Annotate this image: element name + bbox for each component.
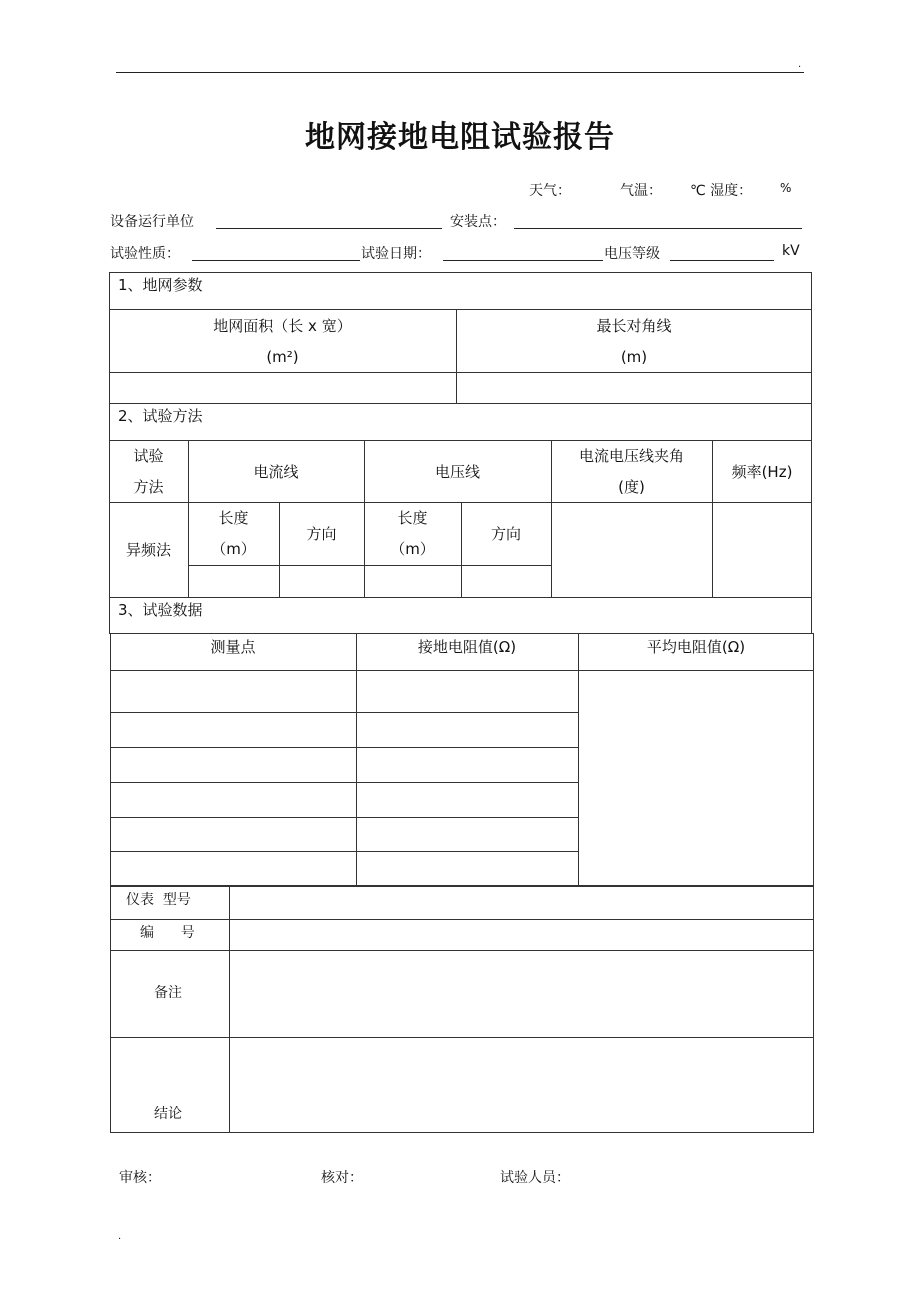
percent-sign: % — [780, 181, 792, 195]
voltage-length-line2: （m） — [390, 540, 435, 558]
voltage-direction-header: 方向 — [490, 524, 521, 543]
footer-dot: . — [118, 1231, 122, 1242]
method-header — [109, 441, 188, 503]
measure-point-cell[interactable] — [111, 713, 355, 746]
location-field[interactable] — [514, 228, 802, 229]
measure-point-cell[interactable] — [111, 783, 355, 816]
area-unit: (m²) — [266, 348, 299, 366]
section3-heading: 3、试验数据 — [118, 601, 203, 619]
divider — [109, 309, 812, 310]
voltage-level-label: 电压等级 — [604, 246, 660, 262]
weather-label: 天气： — [529, 183, 571, 199]
remarks-label: 备注 — [154, 985, 182, 1001]
diagonal-header — [456, 311, 812, 373]
instrument-number-label: 编 号 — [140, 925, 195, 941]
voltage-length-line1: 长度 — [397, 509, 428, 527]
humidity-label: ℃ 湿度： — [690, 183, 753, 199]
header-rule — [116, 72, 804, 73]
test-nature-field[interactable] — [192, 260, 360, 261]
conclusion-field[interactable] — [230, 1038, 813, 1132]
current-direction-cell[interactable] — [280, 566, 363, 596]
resistance-cell[interactable] — [357, 818, 577, 850]
divider — [811, 597, 812, 634]
angle-header — [551, 441, 712, 503]
divider — [109, 597, 110, 634]
current-length-cell[interactable] — [189, 566, 278, 596]
review-label: 审核： — [119, 1170, 161, 1186]
area-value-cell[interactable] — [110, 373, 455, 402]
current-length-line2: （m） — [211, 540, 256, 558]
voltage-length-header — [364, 503, 461, 565]
measure-point-header: 测量点 — [210, 637, 256, 656]
current-length-line1: 长度 — [218, 509, 249, 527]
voltage-length-cell[interactable] — [365, 566, 460, 596]
average-resistance-cell[interactable] — [579, 671, 813, 885]
location-label: 安装点： — [450, 214, 506, 230]
resistance-cell[interactable] — [357, 713, 577, 746]
method-header-line2: 方法 — [133, 478, 164, 496]
area-label: 地网面积（长 x 宽） — [213, 317, 352, 335]
resistance-cell[interactable] — [357, 748, 577, 781]
instrument-number-field[interactable] — [230, 920, 813, 949]
diagonal-unit: (m) — [620, 348, 648, 366]
resistance-cell[interactable] — [357, 852, 577, 885]
test-date-label: 试验日期： — [361, 246, 431, 262]
conclusion-label: 结论 — [154, 1106, 182, 1122]
resistance-cell[interactable] — [357, 783, 577, 816]
check-label: 核对： — [321, 1170, 363, 1186]
voltage-direction-cell[interactable] — [462, 566, 550, 596]
current-line-header: 电流线 — [253, 462, 299, 481]
page-title: 地网接地电阻试验报告 — [305, 120, 615, 155]
unit-label: 设备运行单位 — [110, 214, 194, 230]
measure-point-cell[interactable] — [111, 818, 355, 850]
area-header — [109, 311, 456, 373]
measure-point-cell[interactable] — [111, 748, 355, 781]
test-nature-label: 试验性质： — [110, 246, 180, 262]
resistance-header: 接地电阻值(Ω) — [417, 637, 517, 656]
remarks-field[interactable] — [230, 951, 813, 1036]
voltage-level-field[interactable] — [670, 260, 774, 261]
section1-heading: 1、地网参数 — [118, 276, 203, 294]
tester-label: 试验人员： — [500, 1170, 570, 1186]
current-length-header — [188, 503, 279, 565]
method-header-line1: 试验 — [133, 447, 164, 465]
measure-point-cell[interactable] — [111, 671, 355, 711]
method-value: 异频法 — [125, 540, 171, 559]
current-direction-header: 方向 — [306, 524, 337, 543]
kv-unit: kV — [782, 243, 800, 259]
diagonal-value-cell[interactable] — [457, 373, 811, 402]
voltage-line-header: 电压线 — [434, 462, 480, 481]
header-dot: . — [798, 59, 802, 70]
test-date-field[interactable] — [443, 260, 603, 261]
temperature-label: 气温： — [620, 183, 662, 199]
instrument-model-field[interactable] — [230, 887, 813, 918]
unit-field[interactable] — [216, 228, 442, 229]
resistance-cell[interactable] — [357, 671, 577, 711]
angle-header-line1: 电流电压线夹角 — [578, 447, 684, 465]
measure-point-cell[interactable] — [111, 852, 355, 885]
angle-value-cell[interactable] — [552, 503, 711, 596]
frequency-value-cell[interactable] — [713, 503, 811, 596]
average-resistance-header: 平均电阻值(Ω) — [646, 637, 746, 656]
section2-heading: 2、试验方法 — [118, 407, 203, 425]
frequency-header: 频率(Hz) — [731, 462, 793, 481]
divider — [109, 403, 812, 404]
angle-header-line2: (度) — [618, 478, 645, 496]
instrument-model-label: 仪表 型号 — [126, 892, 191, 908]
diagonal-label: 最长对角线 — [596, 317, 672, 335]
